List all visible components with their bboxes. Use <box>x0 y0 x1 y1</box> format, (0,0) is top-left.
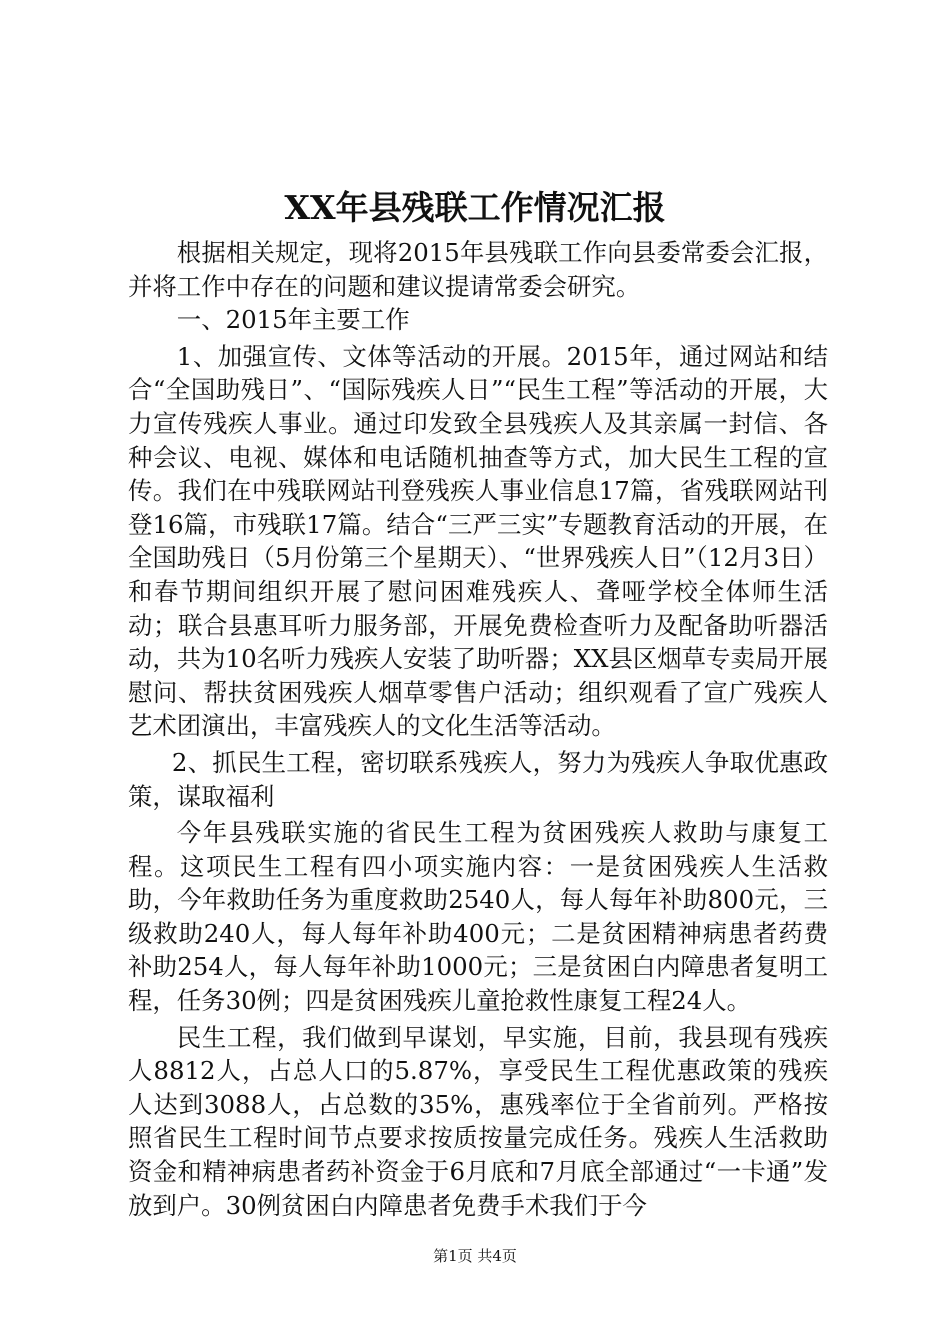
subheading-livelihood: 2、抓民生工程，密切联系残疾人，努力为残疾人争取优惠政策，谋取福利 <box>128 747 828 811</box>
document-body <box>128 236 828 1222</box>
document-title: XX年县残联工作情况汇报 <box>284 188 666 227</box>
paragraph-intro: 根据相关规定，现将2015年县残联工作向县委常委会汇报，并将工作中存在的问题和建议提请常委会研究。 <box>128 238 828 301</box>
paragraph-publicity: 1、加强宣传、文体等活动的开展。2015年，通过网站和结合“全国助残日”、“国际残疾人日”“民生工程”等活动的开展，大力宣传残疾人事业。通过印发致全县残疾人及其亲属一封信、各种会议、电视、媒体和电话随机抽查等方式，加大民生工程的宣传。我们在中残联网站刊登残疾人事业信息17篇，省残联网站刊登16篇，市残联17篇。结合“三严三实”专题教育活动的开展，在全国助残日（5月份第三个星期天）、“世界残疾人日”（12月3日）和春节期间组织开展了慰问困难残疾人、聋哑学校全体师生活动；联合县惠耳听力服务部，开展免费检查听力及配备助听器活动，共为10名听力残疾人安装了助听器；XX县区烟草专卖局开展慰问、帮扶贫困残疾人烟草零售户活动；组织观看了宣广残疾人艺术团演出，丰富残疾人的文化生活等活动。 <box>128 341 828 741</box>
section-heading-main-work: 一、2015年主要工作 <box>176 305 410 335</box>
paragraph-livelihood-progress: 民生工程，我们做到早谋划，早实施，目前，我县现有残疾人8812人，占总人口的5.87%，享受民生工程优惠政策的残疾人达到3088人，占总数的35%，惠残率位于全省前列。严格按照省民生工程时间节点要求按质按量完成任务。残疾人生活救助资金和精神病患者药补资金于6月底和7月底全部通过“一卡通”发放到户。30例贫困白内障患者免费手术我们于今 <box>128 1022 828 1220</box>
paragraph-livelihood-project: 今年县残联实施的省民生工程为贫困残疾人救助与康复工程。这项民生工程有四小项实施内容：一是贫困残疾人生活救助，今年救助任务为重度救助2540人，每人每年补助800元，三级救助240人，每人每年补助400元；二是贫困精神病患者药费补助254人，每人每年补助1000元；三是贫困白内障患者复明工程，任务30例；四是贫困残疾儿童抢救性康复工程24人。 <box>128 818 828 1016</box>
page-number-footer: 第1页 共4页 <box>433 1247 517 1265</box>
